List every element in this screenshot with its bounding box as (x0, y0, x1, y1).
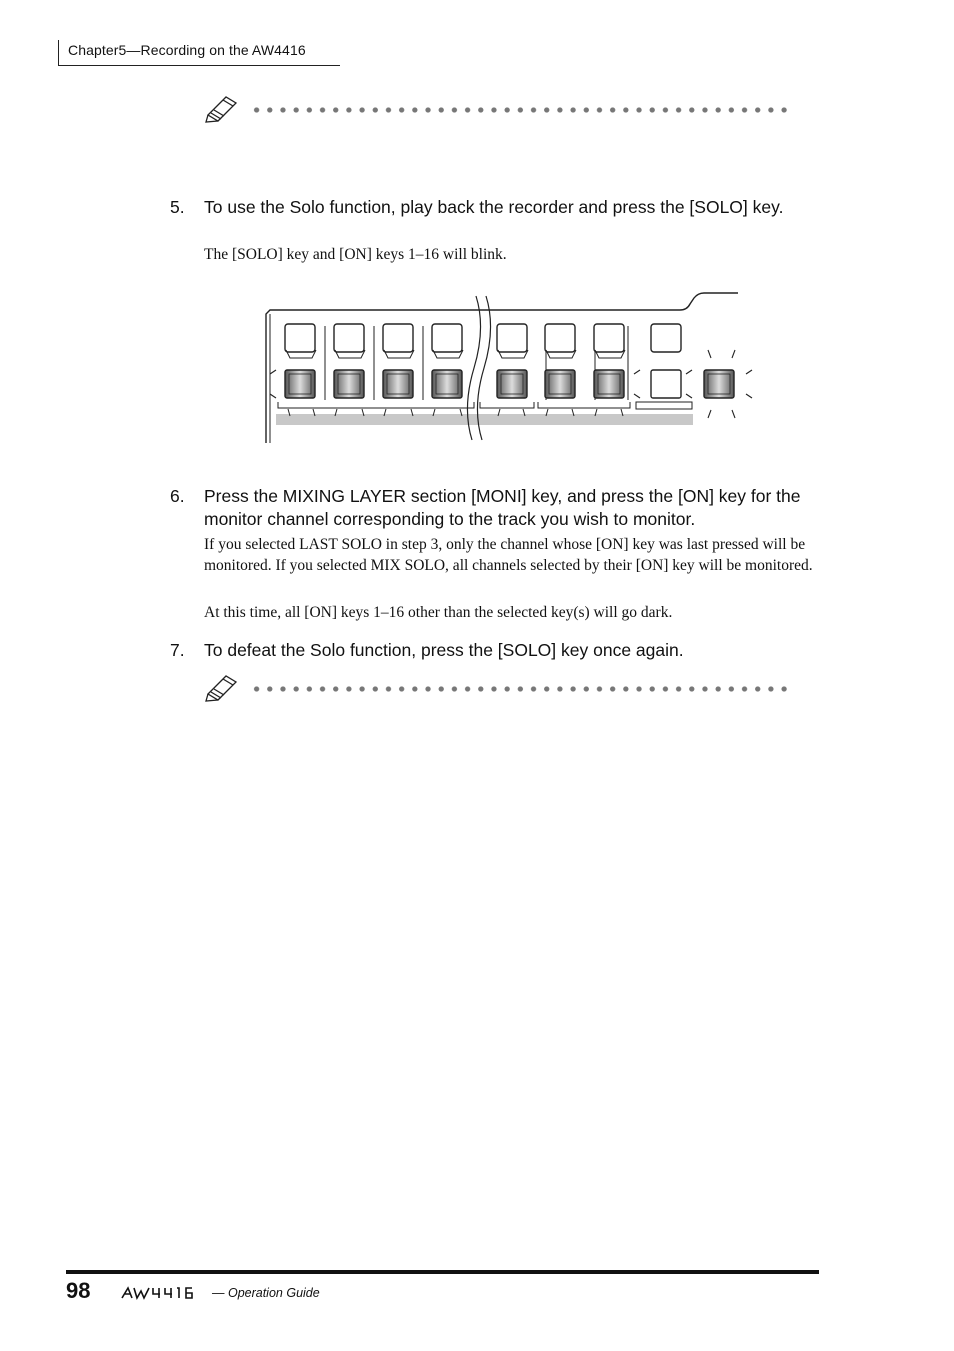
note-separator-bottom (205, 674, 805, 704)
chapter-header (58, 40, 340, 66)
guide-title: — Operation Guide (212, 1286, 320, 1300)
page-number: 98 (66, 1278, 91, 1303)
pencil-icon (205, 674, 239, 702)
step-5-note: The [SOLO] key and [ON] keys 1–16 will blink. (204, 246, 507, 263)
solo-key-diagram (262, 288, 762, 448)
chapter-title: Chapter5—Recording on the AW4416 (68, 42, 306, 58)
step-text: To defeat the Solo function, press the [SOLO] key once again. (204, 640, 684, 660)
step-number: 5. (170, 197, 185, 217)
brand-logo (120, 1285, 210, 1301)
note-separator-top (205, 95, 805, 125)
step-text: To use the Solo function, play back the recorder and press the [SOLO] key. (204, 197, 784, 217)
step-6-note-1: If you selected LAST SOLO in step 3, only the channel whose [ON] key was last pressed will be monitored. If you selected MIX SOLO, all channels selected by their [ON] key will be monitored. (204, 536, 813, 574)
step-6-note-2: At this time, all [ON] keys 1–16 other than the selected key(s) will go dark. (204, 604, 673, 621)
pencil-icon (205, 95, 239, 123)
step-number: 6. (170, 486, 185, 506)
dotted-rule (250, 685, 790, 693)
footer-rule (66, 1270, 819, 1274)
dotted-rule (250, 106, 790, 114)
step-text: Press the MIXING LAYER section [MONI] key, and press the [ON] key for the monitor channel corresponding to the track you wish to monitor. (204, 486, 801, 529)
step-number: 7. (170, 640, 185, 660)
